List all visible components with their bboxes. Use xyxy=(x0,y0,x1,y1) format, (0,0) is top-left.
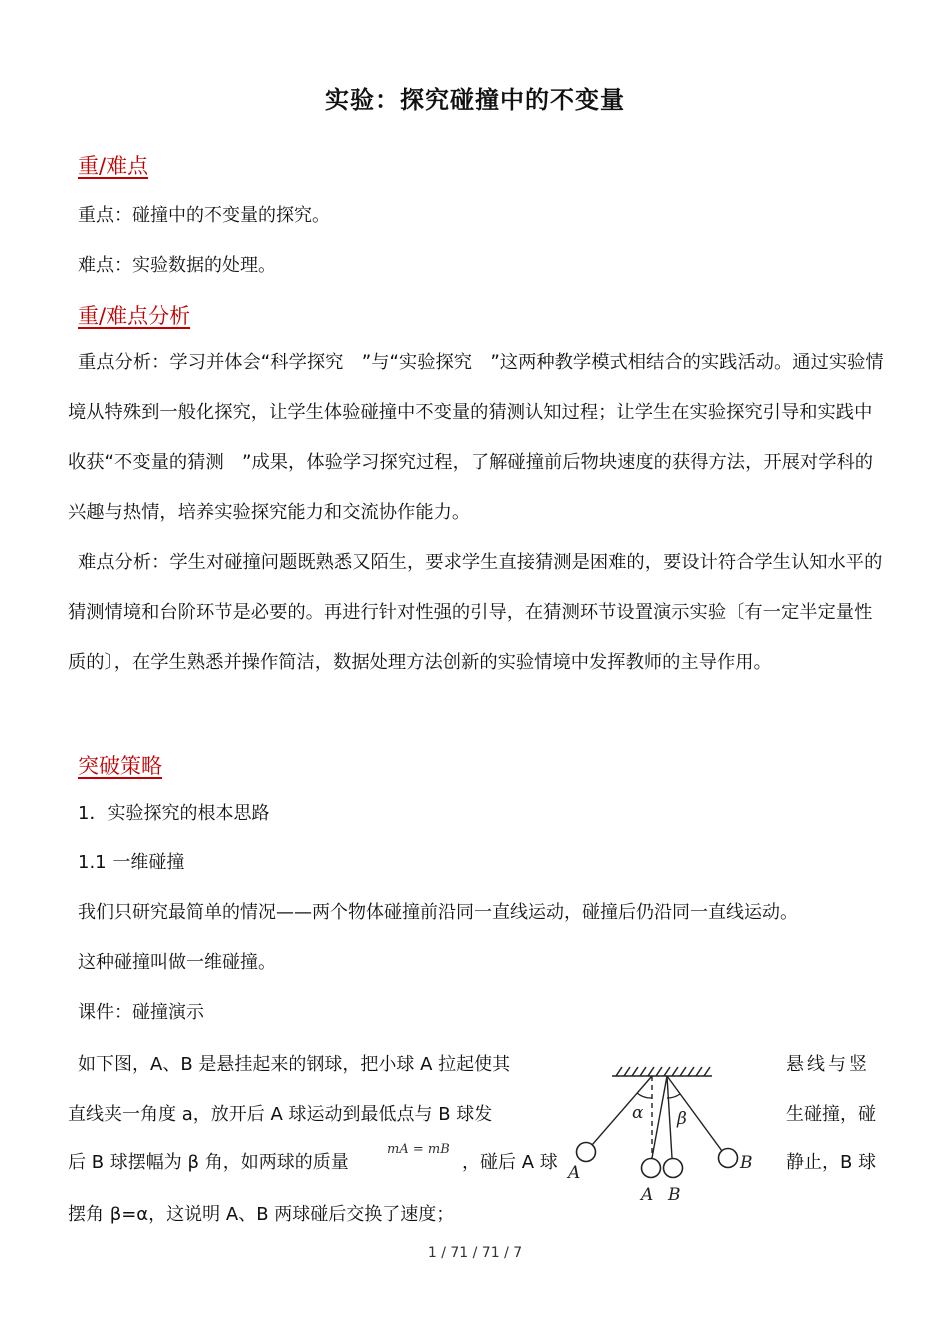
label-a-left: A xyxy=(568,1163,581,1183)
ceiling-support xyxy=(612,1067,712,1076)
demo-line-3-right: 静止，B 球 xyxy=(786,1152,877,1173)
label-b-bottom: B xyxy=(668,1185,681,1205)
key-point-text: 重点：碰撞中的不变量的探究。 xyxy=(78,205,330,226)
string-a-rest xyxy=(652,1076,667,1158)
page-footer: 1 / 71 / 71 / 7 xyxy=(427,1245,523,1261)
description-line-1: 我们只研究最简单的情况——两个物体碰撞前沿同一直线运动，碰撞后仍沿同一直线运动。 xyxy=(78,902,798,923)
ball-b-rest xyxy=(664,1159,683,1178)
ball-b-swung xyxy=(719,1149,738,1168)
section-heading-analysis: 重/难点分析 xyxy=(78,304,191,328)
demo-line-2-left: 直线夹一角度 a，放开后 A 球运动到最低点与 B 球发 xyxy=(68,1104,493,1125)
demo-line-1-right: 悬线与竖 xyxy=(786,1054,870,1075)
label-beta: β xyxy=(677,1109,687,1129)
ball-a-raised xyxy=(577,1143,596,1162)
ball-a-rest xyxy=(642,1159,661,1178)
angle-beta-arc xyxy=(667,1094,680,1098)
difficult-analysis-paragraph: 难点分析：学生对碰撞问题既熟悉又陌生，要求学生直接猜测是困难的，要设计符合学生认知水平的猜测情境和台阶环节是必要的。再进行针对性强的引导，在猜测环节设置演示实验〔有一定半定量性质的〕，在学生熟悉并操作简洁，数据处理方法创新的实验情境中发挥教师的主导作用。 xyxy=(68,552,883,673)
key-analysis-paragraph: 重点分析：学习并体会“科学探究 ”与“实验探究 ”这两种教学模式相结合的实践活动。通过实验情境从特殊到一般化探究，让学生体验碰撞中不变量的猜测认知过程；让学生在实验探究引导和实践中收获“不变量的猜测 ”成果，体验学习探究过程，了解碰撞前后物块速度的获得方法，开展对学科的兴趣与热情，培养实验探究能力和交流协作能力。 xyxy=(68,352,884,523)
angle-alpha-arc xyxy=(637,1093,652,1098)
section-heading-difficulty: 重/难点 xyxy=(78,154,149,178)
demo-line-4: 摆角 β=α，这说明 A、B 两球碰后交换了速度； xyxy=(68,1204,455,1225)
difficult-point-text: 难点：实验数据的处理。 xyxy=(78,255,276,276)
item-1-1-text: 1.1 一维碰撞 xyxy=(78,852,185,873)
demo-line-1-left: 如下图，A、B 是悬挂起来的钢球，把小球 A 拉起使其 xyxy=(78,1054,511,1075)
demo-line-3-mid: ，碰后 A 球 xyxy=(462,1152,558,1173)
section-heading-strategy: 突破策略 xyxy=(78,754,162,778)
string-b-rest xyxy=(667,1076,672,1158)
demo-line-3-left: 后 B 球摆幅为 β 角，如两球的质量 xyxy=(68,1152,349,1173)
pendulum-collision-figure xyxy=(562,1062,762,1212)
string-b-swung xyxy=(667,1076,722,1151)
demo-line-2-right: 生碰撞，碰 xyxy=(786,1104,876,1125)
mass-formula: mA = mB xyxy=(387,1142,450,1157)
courseware-text: 课件：碰撞演示 xyxy=(78,1002,204,1023)
label-b-right: B xyxy=(740,1153,753,1173)
label-alpha: α xyxy=(632,1103,644,1123)
page-title: 实验：探究碰撞中的不变量 xyxy=(325,86,625,114)
item-1-text: 1．实验探究的根本思路 xyxy=(78,803,270,824)
label-a-bottom: A xyxy=(641,1185,654,1205)
description-line-2: 这种碰撞叫做一维碰撞。 xyxy=(78,952,276,973)
